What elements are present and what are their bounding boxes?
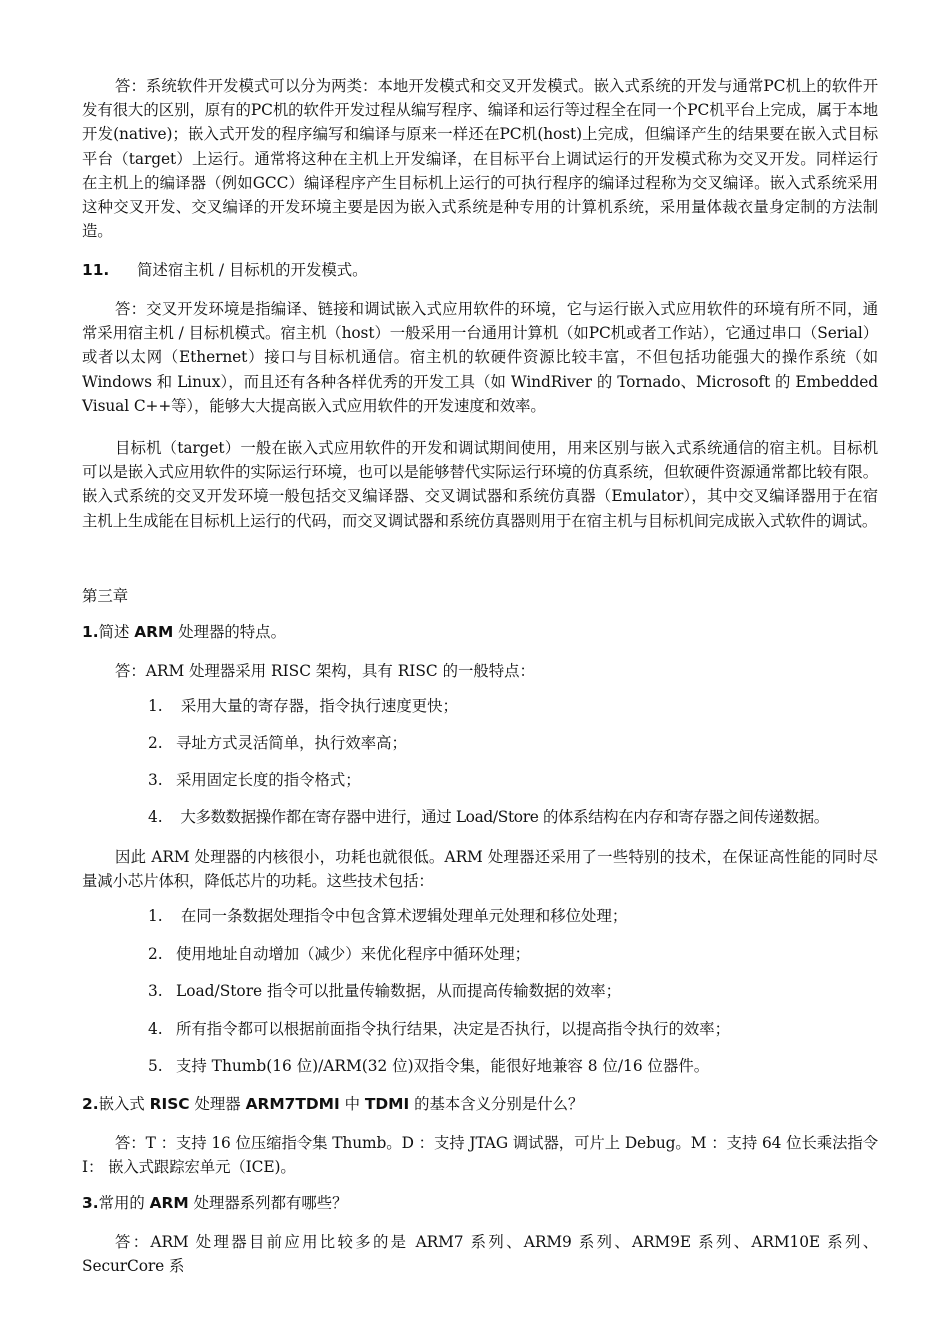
- list-item: 2. 使用地址自动增加（减少）来优化程序中循环处理；: [148, 945, 530, 963]
- list-item: 3. Load/Store 指令可以批量传输数据，从而提高传输数据的效率；: [148, 982, 622, 1000]
- question-2: 2.嵌入式 RISC 处理器 ARM7TDMI 中 TDMI 的基本含义分别是什么？: [82, 1095, 584, 1113]
- question-text-pre: 简述: [98, 623, 135, 641]
- answer-paragraph-cross-development: 答：系统软件开发模式可以分为两类：本地开发模式和交叉开发模式。嵌入式系统的开发与通常PC机上的软件开发有很大的区别，原有的PC机的软件开发过程从编写程序、编译和运行等过程全在同一个PC机平台上完成，属于本地开发(native)；嵌入式开发的程序编写和编译与原来一样还在PC机(host)上完成，但编译产生的结果要在嵌入式目标平台（target）上运行。通常将这种在主机上开发编译，在目标平台上调试运行的开发模式称为交叉开发。同样运行在主机上的编译器（例如GCC）编译程序产生目标机上运行的可执行程序的编译过程称为交叉编译。嵌入式系统采用这种交叉开发、交叉编译的开发环境主要是因为嵌入式系统是种专用的计算机系统，采用量体裁衣量身定制的方法制造。: [82, 77, 878, 241]
- answer-paragraph-target-machine: 目标机（target）一般在嵌入式应用软件的开发和调试期间使用，用来区别与嵌入式系统通信的宿主机。目标机可以是嵌入式应用软件的实际运行环境，也可以是能够替代实际运行环境的仿真系统，但软硬件资源通常都比较有限。嵌入式系统的交叉开发环境一般包括交叉编译器、交叉调试器和系统仿真器（Emulator），其中交叉编译器用于在宿主机上生成能在目标机上运行的代码，而交叉调试器和系统仿真器则用于在宿主机与目标机间完成嵌入式软件的调试。: [82, 439, 878, 530]
- list-item: 2. 寻址方式灵活简单，执行效率高；: [148, 734, 407, 752]
- list-item: 3. 采用固定长度的指令格式；: [148, 771, 361, 789]
- question-11: [82, 259, 368, 281]
- question-1: [82, 621, 286, 643]
- answer-3: 答：ARM 处理器目前应用比较多的是 ARM7 系列、ARM9 系列、ARM9E 系列、ARM10E 系列、SecurCore 系: [82, 1233, 878, 1276]
- question-number: 2.: [82, 1095, 99, 1113]
- question-text-bold: ARM: [134, 623, 174, 641]
- list-item: 4. 大多数数据操作都在寄存器中进行，通过 Load/Store 的体系结构在内存和寄存器之间传递数据。: [148, 808, 829, 826]
- answer-2: 答：T ：支持 16 位压缩指令集 Thumb。D ：支持 JTAG 调试器，可片上 Debug。M ：支持 64 位长乘法指令 I： 嵌入式跟踪宏单元（ICE)。: [82, 1134, 878, 1177]
- list-item: 1. 采用大量的寄存器，指令执行速度更快；: [148, 697, 458, 715]
- answer-1-intro: 答：ARM 处理器采用 RISC 架构，具有 RISC 的一般特点：: [115, 662, 535, 680]
- question-text-post: 处理器的特点。: [173, 623, 286, 641]
- answer-paragraph-host-target: 答：交叉开发环境是指编译、链接和调试嵌入式应用软件的环境，它与运行嵌入式应用软件的环境有所不同，通常采用宿主机 / 目标机模式。宿主机（host）一般采用一台通用计算机（如PC机或者工作站），它通过串口（Serial）或者以太网（Ethernet）接口与目标机通信。宿主机的软硬件资源比较丰富，不但包括功能强大的操作系统（如 Windows 和 Linux），而且还有各种各样优秀的开发工具（如 WindRiver 的 Tornado、Microsoft 的 Embedded Visual C++等），能够大大提高嵌入式应用软件的开发速度和效率。: [82, 300, 878, 415]
- question-text: 简述宿主机 / 目标机的开发模式。: [137, 261, 368, 279]
- list-item: 4. 所有指令都可以根据前面指令执行结果，决定是否执行，以提高指令执行的效率；: [148, 1020, 731, 1038]
- question-number: 11.: [82, 261, 110, 279]
- question-3: 3.常用的 ARM 处理器系列都有哪些？: [82, 1194, 348, 1212]
- list-item: 1. 在同一条数据处理指令中包含算术逻辑处理单元处理和移位处理；: [148, 907, 628, 925]
- chapter-heading: 第三章: [82, 587, 129, 605]
- answer-paragraph-arm-techniques: 因此 ARM 处理器的内核很小，功耗也就很低。ARM 处理器还采用了一些特别的技术，在保证高性能的同时尽量减小芯片体积，降低芯片的功耗。这些技术包括：: [82, 848, 878, 891]
- question-number: 1.: [82, 623, 99, 641]
- question-number: 3.: [82, 1194, 99, 1212]
- list-item: 5. 支持 Thumb(16 位)/ARM(32 位)双指令集，能很好地兼容 8 位/16 位器件。: [148, 1057, 710, 1075]
